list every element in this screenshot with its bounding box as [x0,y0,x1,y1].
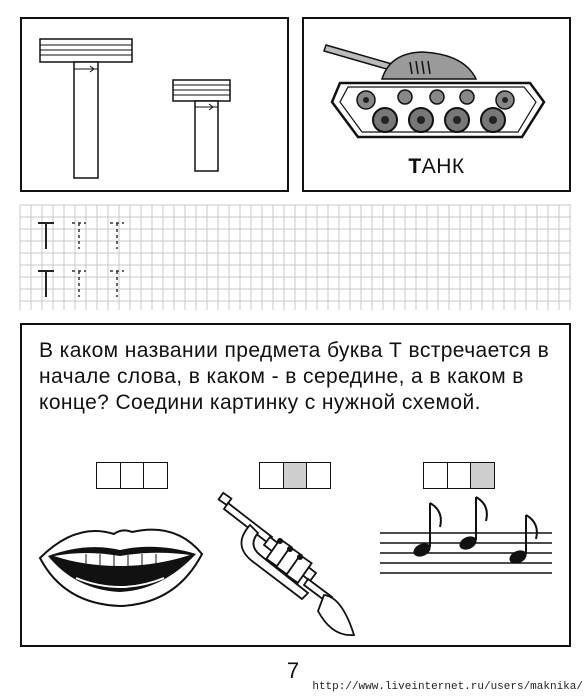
trumpet-icon[interactable] [212,485,362,645]
letter-t-card [20,17,289,192]
tank-word-first-letter: Т [408,155,422,178]
page-number: 7 [286,658,300,683]
task-instruction: В каком названии предмета буква Т встречается в начале слова, в каком - в середине, а в каком в конце? Соедини картинку с нужной схемой. [39,339,550,414]
scheme-cell-highlighted [470,462,495,489]
letter-t-diagram-icon [22,19,291,194]
tracing-grid-icon [20,205,571,310]
tank-word-rest: АНК [421,155,465,178]
scheme-cell [447,462,472,489]
task-card [20,323,571,647]
word-scheme-1[interactable] [96,462,168,489]
scheme-cell [143,462,168,489]
word-scheme-3[interactable] [423,462,495,489]
scheme-cell [120,462,145,489]
scheme-cell [96,462,121,489]
music-notes-icon[interactable] [380,497,555,587]
lips-icon[interactable] [36,520,206,610]
tracing-grid [20,205,571,310]
tank-word [304,155,569,179]
watermark-url[interactable]: http://www.liveinternet.ru/users/maknika/ [312,681,583,693]
tank-icon [304,19,573,149]
scheme-cell [423,462,448,489]
tank-card [302,17,571,192]
